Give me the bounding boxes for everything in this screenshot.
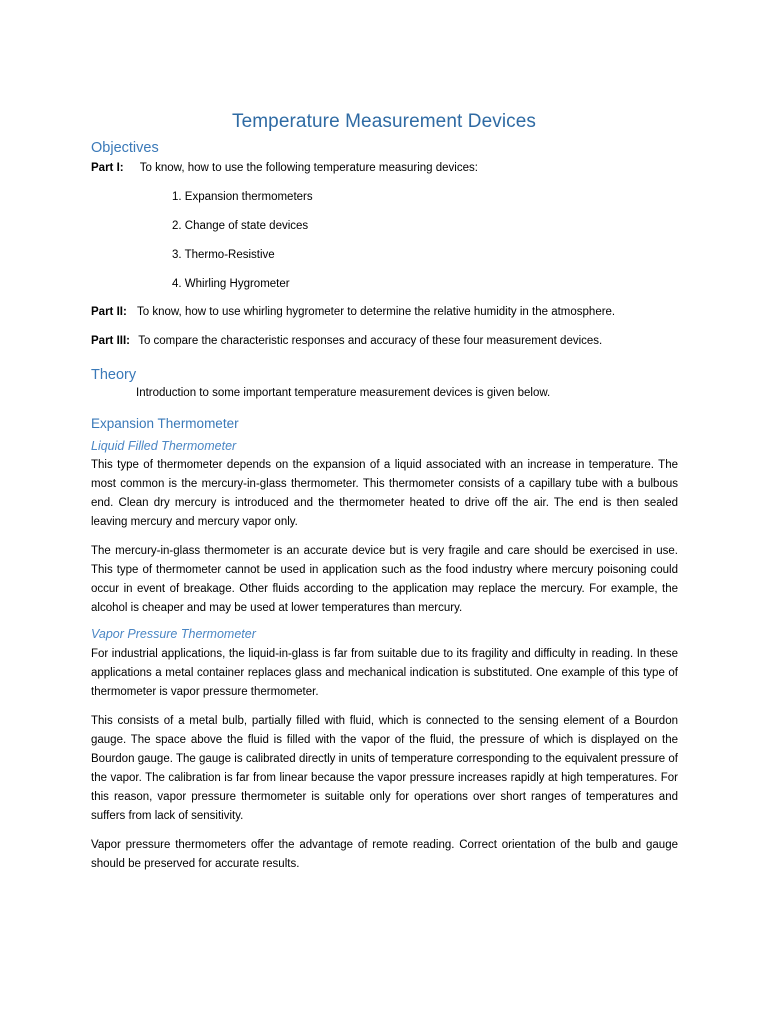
objective-part-3 xyxy=(91,335,602,347)
liquid-paragraph-2: The mercury-in-glass thermometer is an accurate device but is very fragile and care should be exercised in use. This type of thermometer cannot be used in application such as the food industry where mercury poisoning could occur in event of breakage. Other fluids according to the application may replace the mercury. For example, the alcohol is cheaper and may be used at lower temperatures than mercury. xyxy=(91,545,678,614)
objective-list-item-3: 3. Thermo-Resistive xyxy=(172,249,275,261)
vapor-paragraph-3: Vapor pressure thermometers offer the advantage of remote reading. Correct orientation of the bulb and gauge should be preserved for accurate results. xyxy=(91,839,678,870)
objective-list-item-2: 2. Change of state devices xyxy=(172,220,309,232)
objectives-heading: Objectives xyxy=(91,140,159,156)
part-1-label: Part I: xyxy=(91,162,124,174)
liquid-paragraph-1: This type of thermometer depends on the expansion of a liquid associated with an increase in temperature. The most common is the mercury-in-glass thermometer. This thermometer consists of a capillary tube with a bulbous end. Clean dry mercury is introduced and the thermometer heated to drive off the air. The end is then sealed leaving mercury and mercury vapor only. xyxy=(91,459,678,528)
objective-part-1 xyxy=(91,162,478,174)
document-title: Temperature Measurement Devices xyxy=(231,111,537,132)
part-3-label: Part III: xyxy=(91,335,130,347)
objective-part-2 xyxy=(91,306,615,318)
part-1-text: To know, how to use the following temperature measuring devices: xyxy=(139,162,478,174)
vapor-paragraph-2: This consists of a metal bulb, partially filled with fluid, which is connected to the sensing element of a Bourdon gauge. The space above the fluid is filled with the vapor of the fluid, the pressure of which is displayed on the Bourdon gauge. The gauge is calibrated directly in units of temperature corresponding to the equivalent pressure of the vapor. The calibration is far from linear because the vapor pressure increases rapidly at high temperatures. For this reason, vapor pressure thermometer is suitable only for operations over short ranges of temperatures and suffers from lack of sensitivity. xyxy=(91,715,678,822)
objective-list-item-1: 1. Expansion thermometers xyxy=(172,191,313,203)
vapor-pressure-heading: Vapor Pressure Thermometer xyxy=(91,627,256,641)
liquid-filled-heading: Liquid Filled Thermometer xyxy=(91,439,237,453)
objective-list-item-4: 4. Whirling Hygrometer xyxy=(172,278,290,290)
part-2-label: Part II: xyxy=(91,306,127,318)
theory-intro: Introduction to some important temperature measurement devices is given below. xyxy=(136,387,551,399)
expansion-thermometer-heading: Expansion Thermometer xyxy=(91,416,239,431)
part-2-text: To know, how to use whirling hygrometer to determine the relative humidity in the atmosphere. xyxy=(137,306,616,318)
theory-heading: Theory xyxy=(91,367,137,383)
part-3-text: To compare the characteristic responses and accuracy of these four measurement devices. xyxy=(138,335,603,347)
vapor-paragraph-1: For industrial applications, the liquid-in-glass is far from suitable due to its fragility and difficulty in reading. In these applications a metal container replaces glass and mechanical indication is substituted. One example of this type of thermometer is vapor pressure thermometer. xyxy=(91,648,678,698)
